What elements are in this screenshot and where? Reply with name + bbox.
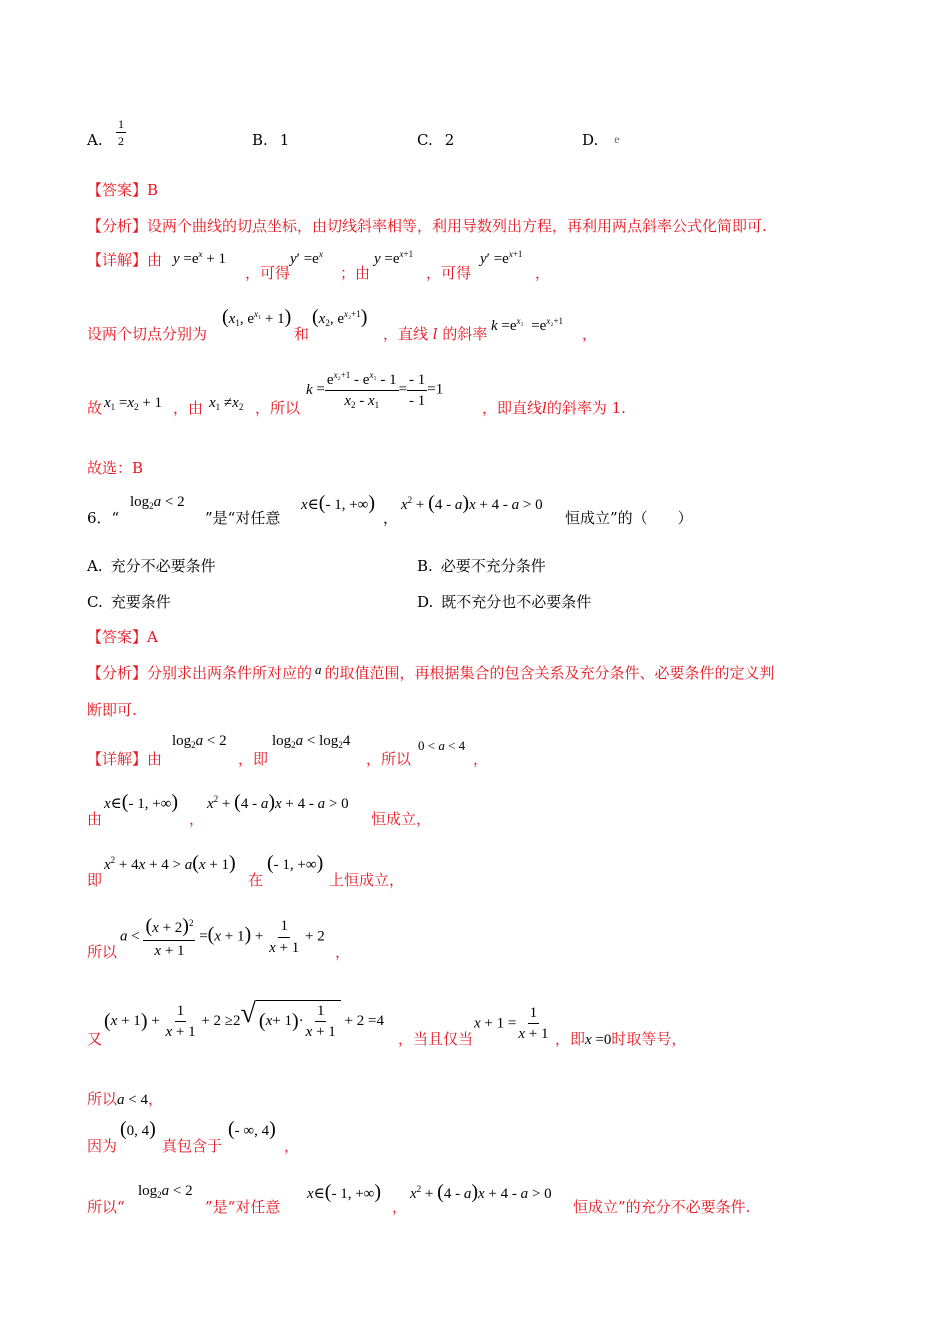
formula-equality-condition: x + 1 = $\frac{1}{x + 1}$ (474, 1005, 549, 1043)
analysis-tag: 【分析】 (87, 217, 148, 235)
formula-am-gm: (x + 1) + $\frac{1}{x + 1}$ + 2 ≥2 √ ( x + 1 ) · $\frac{1}{x + 1}$ + 2 =4 (104, 1000, 384, 1043)
q6-option-c (87, 591, 171, 612)
formula-x1-neq-x2: $x_1 \ne x_2$ (209, 395, 244, 412)
formula-x-domain: x∈(- 1, +∞) (301, 492, 376, 514)
formula-x-domain: x∈(- 1, +∞) (307, 1181, 382, 1203)
text: 设两个切点分别为 (87, 325, 208, 343)
formula-quadratic: $x^2 + (4 - a)x + 4 - a > 0$ (410, 1181, 552, 1203)
formula-y-ex1: $y =e^{x+1}$ (374, 249, 414, 267)
formula-a-range: 0 < a < 4 (418, 738, 466, 753)
text: 由 (87, 810, 103, 828)
text: 又 (87, 1030, 103, 1048)
text: ，直线 (383, 325, 429, 343)
option-letter: B. (417, 557, 433, 575)
formula-log2a-lt-2: $\log_2a < 2$ (172, 733, 227, 750)
text: 时取等号， (611, 1030, 687, 1048)
q6-analysis-line-2: 断即可. (87, 701, 137, 719)
q6-analysis-line-1 (87, 662, 775, 683)
formula-point-1: ($x_1$, $e^{x_1} + 1$) (222, 306, 292, 328)
text: 的斜率 (442, 325, 488, 343)
detail-tag: 【详解】 (87, 750, 148, 768)
text: 恒成立， (371, 810, 432, 828)
text: 因为 (87, 1137, 118, 1155)
text: ，可得 (245, 264, 291, 282)
text: ，可得 (426, 264, 472, 282)
text: ， (392, 1198, 408, 1216)
option-text: 充分不必要条件 (110, 557, 216, 575)
q5-detail-line-1 (87, 249, 162, 270)
formula-inequality: $x^2 + 4x + 4 > a(x + 1)$ (104, 852, 236, 874)
formula-interval-0-4: (0, 4) (120, 1118, 156, 1140)
text: 由 (147, 750, 163, 768)
text: ， (535, 264, 551, 282)
option-text: 必要不充分条件 (440, 557, 546, 575)
line-var: l (432, 325, 438, 343)
formula-slope-calc: k = $\frac{e^{x_2+1} - e^{x_1} - 1}{x_2 - x_1}$ = $\frac{- 1}{- 1}$ =1 (306, 370, 444, 411)
q5-d3-end (482, 397, 626, 418)
text: 上恒成立， (329, 871, 405, 889)
text: ， (582, 325, 598, 343)
var-a: a (315, 662, 322, 677)
text: ，所以 (366, 750, 412, 768)
formula-log-compare: $\log_2a < \log_24$ (272, 733, 351, 750)
option-letter: A. (87, 131, 103, 149)
formula-x-eq-0: x =0 (585, 1032, 612, 1048)
formula-y-prime-ex1: $y' =e^{x+1}$ (480, 249, 523, 267)
formula-quadratic: $x^2 + (4 - a)x + 4 - a > 0$ (401, 492, 543, 514)
q5-analysis (87, 215, 767, 236)
detail-tag: 【详解】 (87, 251, 148, 269)
text: 和 (294, 325, 310, 343)
q6-l5-end (555, 1028, 686, 1049)
formula-log2a-lt-2: $\log_2a < 2$ (130, 494, 185, 511)
q5-conclusion: 故选：B (87, 459, 144, 477)
analysis-text: 设两个曲线的切点坐标，由切线斜率相等，利用导数列出方程，再利用两点斜率公式化简即可. (147, 217, 767, 235)
text: ，即 (555, 1030, 586, 1048)
formula-slope-k: $k =e^{x_1} =e^{x_2+1}$ (491, 316, 564, 334)
q6-option-d (417, 591, 591, 612)
q6-detail-line-6 (87, 1088, 163, 1109)
line-var: l (542, 399, 547, 417)
text: “ (111, 509, 120, 527)
text: ，即直线 (482, 399, 543, 417)
option-a-fraction (116, 116, 126, 149)
text: ，所以 (255, 399, 301, 417)
formula-interval: (- 1, +∞) (267, 852, 324, 874)
text: 恒成立”的充分不必要条件. (573, 1198, 751, 1216)
formula-x1-eq-x2-plus-1: $x_1 =x_2 + 1$ (104, 395, 163, 412)
formula-x-domain: x∈(- 1, +∞) (104, 791, 179, 813)
text: ， (284, 1137, 300, 1155)
option-letter: D. (417, 593, 434, 611)
text: ”是“对任意 (205, 1198, 281, 1216)
text: ，由 (173, 399, 204, 417)
text: 所以 (87, 1090, 118, 1108)
option-value: e (614, 132, 620, 146)
text: ”是“对任意 (205, 509, 281, 527)
option-c (417, 131, 454, 149)
formula-a-lt-4: a < 4 (117, 1092, 148, 1108)
formula-y-prime-ex: $y' =e^x$ (290, 249, 323, 267)
option-b (252, 131, 289, 149)
text: 所以 (87, 943, 118, 961)
text: 故 (87, 399, 103, 417)
formula-y-ex-plus-1: $y =e^x + 1$ (173, 249, 227, 267)
formula-log2a-lt-2: $\log_2a < 2$ (138, 1183, 193, 1200)
q6-option-a (87, 555, 216, 576)
frac-num: 1 (116, 116, 126, 133)
formula-interval-neg-inf-4: (- ∞, 4) (228, 1118, 276, 1140)
frac-den: 2 (118, 134, 124, 149)
option-value: 1 (279, 131, 290, 149)
option-letter: A. (87, 557, 103, 575)
formula-point-2: ($x_2$, $e^{x_2+1}$) (312, 306, 368, 328)
q6-option-b (417, 555, 546, 576)
option-a (87, 131, 103, 149)
option-letter: C. (87, 593, 103, 611)
text: ，当且仅当 (398, 1030, 474, 1048)
analysis-tag: 【分析】 (87, 664, 148, 682)
question-number: 6． (87, 509, 112, 527)
text: 由 (147, 251, 163, 269)
option-text: 充要条件 (110, 593, 171, 611)
option-d (582, 131, 620, 149)
text: 的取值范围，再根据集合的包含关系及充分条件、必要条件的定义判 (324, 664, 775, 682)
q6-number (87, 507, 119, 528)
q5-answer: 【答案】B (87, 181, 159, 199)
option-letter: B. (252, 131, 268, 149)
text: 分别求出两条件所对应的 (147, 664, 313, 682)
option-letter: C. (417, 131, 433, 149)
text: ， (473, 750, 489, 768)
option-text: 既不充分也不必要条件 (441, 593, 592, 611)
text: 恒成立”的（ ） (565, 509, 693, 527)
text: ， (383, 509, 399, 527)
q5-d2-mid (383, 323, 487, 344)
text: 的斜率为 1. (546, 399, 626, 417)
text: ， (189, 810, 205, 828)
option-letter: D. (582, 131, 599, 149)
text: 真包含于 (162, 1137, 223, 1155)
formula-a-bound: a < $\frac{(x + 2)^2}{x + 1}$ =(x + 1) + $\frac{1}{x + 1}$ + 2 (120, 915, 325, 959)
text: 即 (87, 871, 103, 889)
text: ， (147, 1090, 163, 1108)
option-value: 2 (444, 131, 455, 149)
text: 所以“ (87, 1198, 125, 1216)
text: ，即 (238, 750, 269, 768)
q6-answer: 【答案】A (87, 628, 158, 646)
q6-detail-line-1 (87, 748, 162, 769)
formula-quadratic: $x^2 + (4 - a)x + 4 - a > 0$ (207, 791, 349, 813)
text: ；由 (340, 264, 371, 282)
text: ， (335, 943, 351, 961)
text: 在 (248, 871, 264, 889)
